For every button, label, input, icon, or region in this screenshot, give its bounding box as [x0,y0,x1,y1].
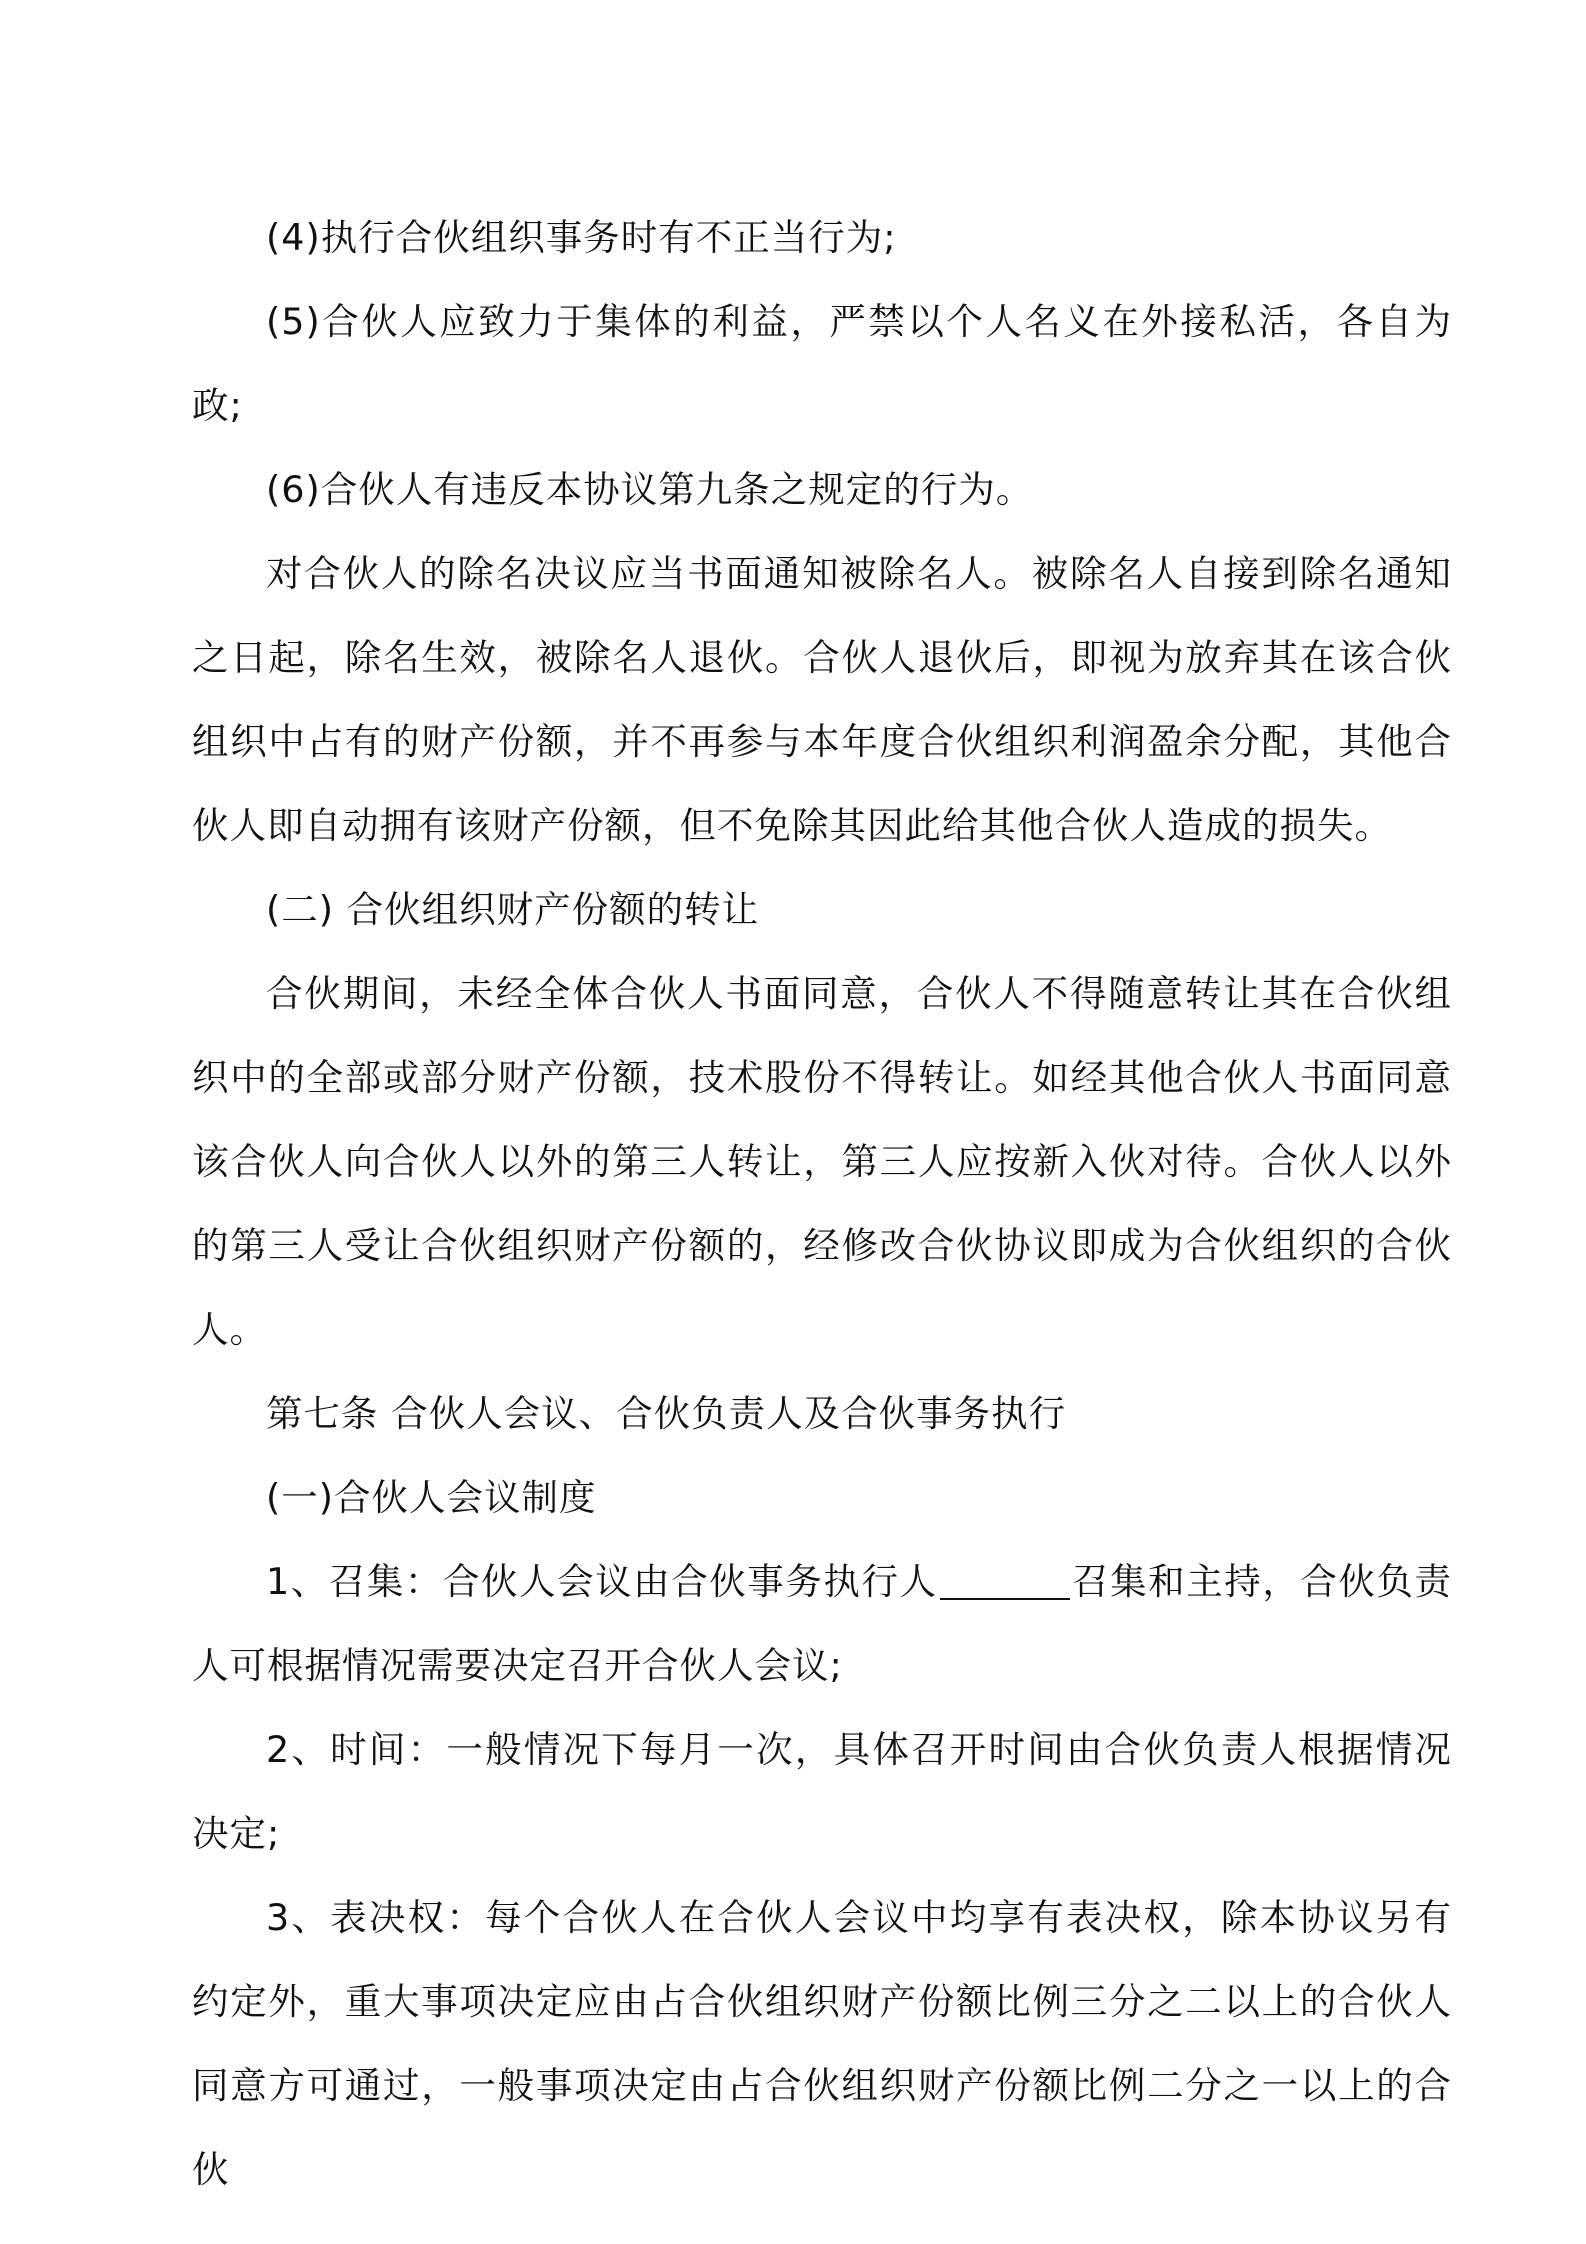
clause-3-voting-rights: 3、表决权：每个合伙人在合伙人会议中均享有表决权，除本协议另有约定外，重大事项决定应由占合伙组织财产份额比例三分之二以上的合伙人同意方可通过，一般事项决定由占合伙组织财产份额比例二分之一以上的合伙 [192,1896,1452,2191]
section-two-heading: (二) 合伙组织财产份额的转让 [266,888,760,931]
list-item-4: (4)执行合伙组织事务时有不正当行为; [266,216,897,259]
document-body [192,196,1452,2212]
fill-in-blank [940,1560,1070,1600]
meeting-system-heading: (一)合伙人会议制度 [266,1476,597,1519]
article-7-heading: 第七条 合伙人会议、合伙负责人及合伙事务执行 [266,1392,1067,1435]
clause-1-convening [192,1540,1452,1708]
transfer-paragraph: 合伙期间，未经全体合伙人书面同意，合伙人不得随意转让其在合伙组织中的全部或部分财产份额，技术股份不得转让。如经其他合伙人书面同意该合伙人向合伙人以外的第三人转让，第三人应按新入伙对待。合伙人以外的第三人受让合伙组织财产份额的，经修改合伙协议即成为合伙组织的合伙人。 [192,972,1452,1351]
clause-2-time: 2、时间：一般情况下每月一次，具体召开时间由合伙负责人根据情况决定; [192,1728,1452,1855]
clause-1-text-before: 1、召集：合伙人会议由合伙事务执行人 [266,1560,938,1603]
clause-1-text-after: 召集和主持，合伙负责人可根据情况需要决定召开合伙人会议; [192,1560,1452,1687]
list-item-6: (6)合伙人有违反本协议第九条之规定的行为。 [266,468,1034,511]
expulsion-paragraph: 对合伙人的除名决议应当书面通知被除名人。被除名人自接到除名通知之日起，除名生效，被除名人退伙。合伙人退伙后，即视为放弃其在该合伙组织中占有的财产份额，并不再参与本年度合伙组织利润盈余分配，其他合伙人即自动拥有该财产份额，但不免除其因此给其他合伙人造成的损失。 [192,552,1452,847]
list-item-5: (5)合伙人应致力于集体的利益，严禁以个人名义在外接私活，各自为政; [192,300,1452,427]
